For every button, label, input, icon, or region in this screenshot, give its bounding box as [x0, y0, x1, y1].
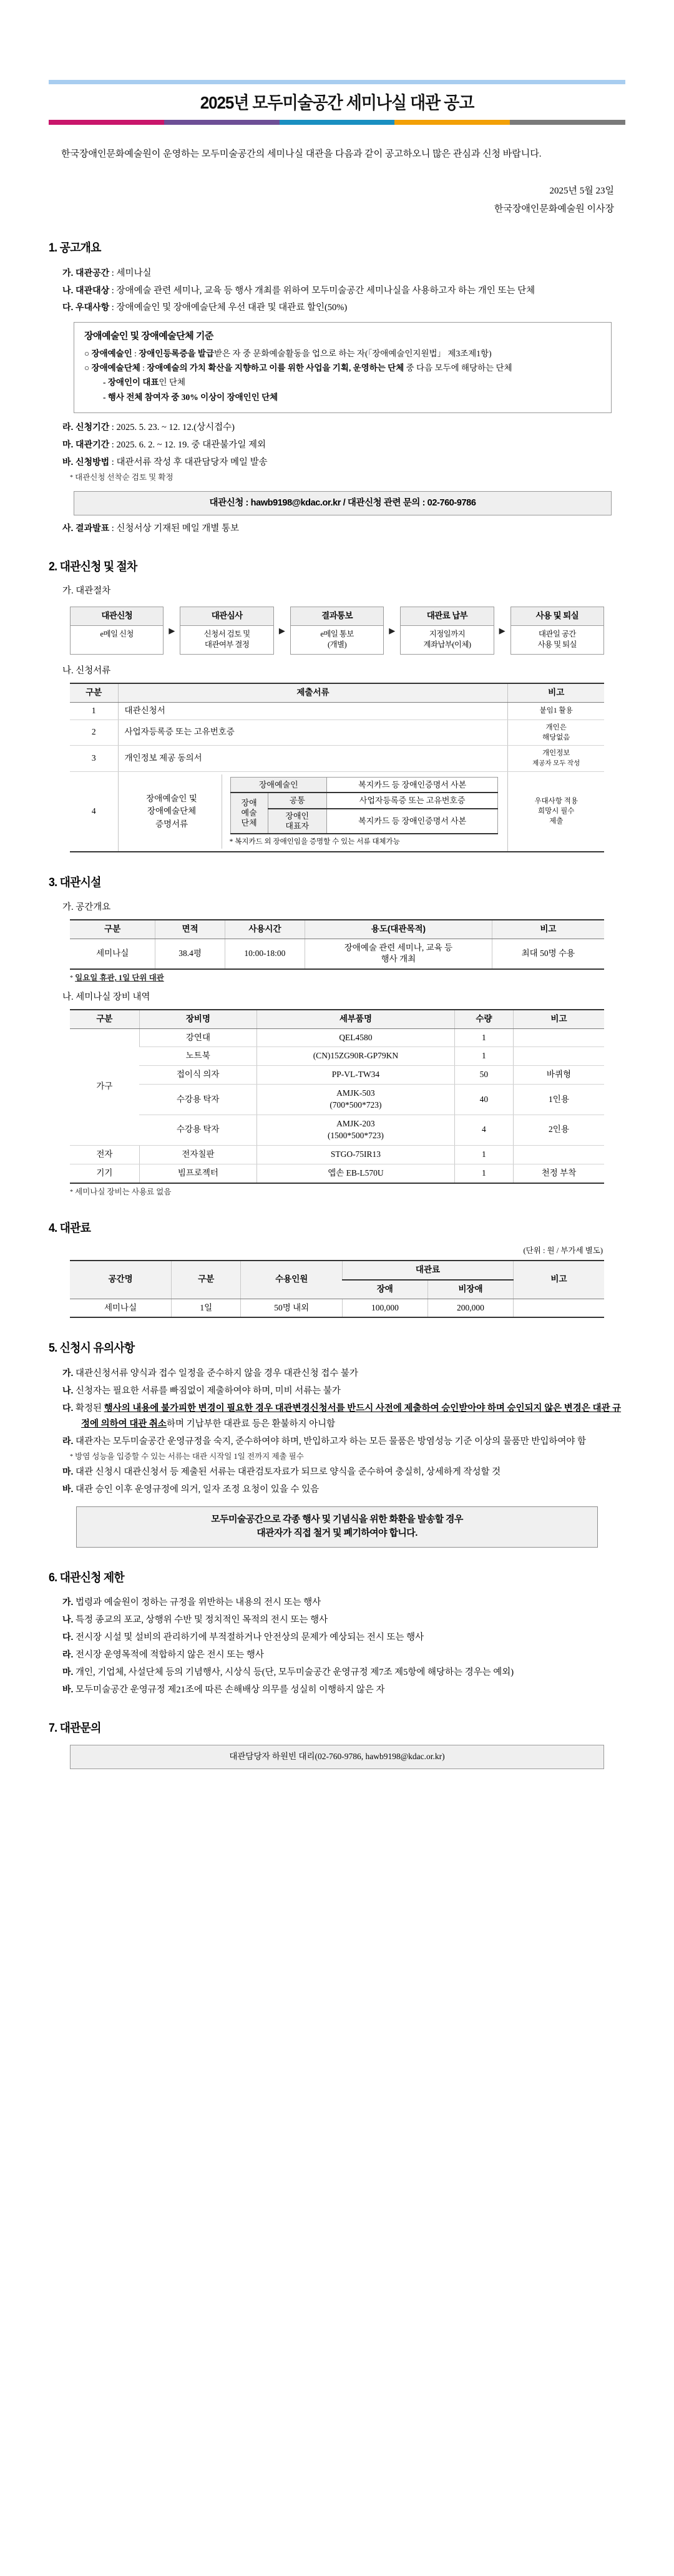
equip-row-5-name: 수강용 탁자 [139, 1115, 256, 1145]
table-row [70, 939, 604, 969]
bullet-circle-icon-2: ○ [84, 363, 92, 373]
equip-row-3-name: 접이식 의자 [139, 1066, 256, 1085]
section-6-heading: 6. 대관신청 제한 [49, 1571, 124, 1584]
notice-item-e-label: 마. [62, 1466, 74, 1476]
asterisk-icon-3: * [70, 1188, 73, 1196]
inner-common-value: 사업자등록증 또는 고유번호증 [326, 793, 498, 809]
col-header-fee-amount: 대관료 [343, 1261, 514, 1280]
criteria-box [74, 322, 612, 413]
item-1b-label: 나. [62, 285, 74, 295]
criteria-artist [84, 347, 601, 361]
col-header-fee-capacity: 수용인원 [241, 1261, 343, 1299]
fee-row-space: 세미나실 [70, 1299, 172, 1317]
signature-block [49, 182, 625, 218]
table-row [70, 1066, 604, 1085]
item-1c-name: 우대사항 [76, 302, 110, 313]
flow-step-payment [400, 607, 494, 655]
notice-item-a-label: 가. [62, 1367, 74, 1378]
item-1d-sep: : [111, 422, 117, 433]
item-1g-label: 사. [62, 522, 74, 533]
equip-group-electronics-l1: 전자 [70, 1145, 139, 1164]
flow-step-5-head: 사용 및 퇴실 [511, 607, 603, 626]
notice-item-d [62, 1433, 625, 1450]
equipment-note-text: 세미나실 장비는 사용료 없음 [75, 1187, 172, 1196]
restriction-item-f-text: 모두미술공간 운영규정 제21조에 따른 손해배상 의무를 성실히 이행하지 않은 자 [76, 1684, 385, 1695]
criteria-group-sep: : [140, 363, 147, 373]
col-header-equip-qty: 수량 [454, 1010, 513, 1028]
space-overview-table [70, 919, 604, 970]
equip-row-1-name: 강연대 [139, 1028, 256, 1047]
item-1f-name: 신청방법 [76, 457, 110, 467]
restriction-item-e-label: 마. [62, 1666, 74, 1677]
col-header-fee-remark: 비고 [513, 1261, 604, 1299]
item-1c [62, 300, 625, 316]
fee-row-remark [513, 1299, 604, 1317]
notice-item-d-text: 대관자는 모두미술공간 운영규정을 숙지, 준수하여야 하며, 반입하고자 하는 모든 물품은 방염성능 기준 이상의 물품만 반입하여야 함 [76, 1436, 587, 1447]
restriction-item-e-text: 개인, 기업체, 사설단체 등의 기념행사, 시상식 등(단, 모두미술공간 운영규정 제7조 제5항에 해당하는 경우는 예외) [76, 1667, 514, 1677]
inquiry-contact-box[interactable]: 대관담당자 하원빈 대리(02-760-9786, hawb9198@kdac.or.kr) [70, 1745, 604, 1769]
col-header-equip-div: 구분 [70, 1010, 139, 1028]
equip-row-6-name: 전자칠판 [139, 1145, 256, 1164]
notice-item-d-label: 라. [62, 1435, 74, 1446]
item-1a-text: 세미나실 [116, 268, 152, 278]
inner-row-artist [230, 777, 498, 793]
notice-item-b-label: 나. [62, 1385, 74, 1395]
equip-row-5-model [257, 1115, 455, 1145]
equip-row-5-remark: 2인용 [513, 1115, 604, 1145]
table-row [70, 1164, 604, 1183]
criteria-artist-rest: 받은 자 중 문화예술활동을 업으로 하는 자(「장애예술인지원법」 제3조제1항) [214, 348, 492, 358]
notice-item-d-sub-text: 방염 성능을 입증할 수 있는 서류는 대관 시작일 1일 전까지 제출 필수 [75, 1451, 304, 1461]
page-title: 2025년 모두미술공간 세미나실 대관 공고 [200, 93, 474, 112]
criteria-artist-sep: : [132, 348, 139, 358]
section-2-sub-a: 가. 대관절차 [62, 586, 111, 597]
doc-row-4-remark-l3: 제출 [549, 817, 564, 826]
item-1d [62, 419, 625, 436]
space-note-text: 일요일 휴관, 1일 단위 대관 [75, 973, 164, 983]
section-2-sub-b: 나. 신청서류 [62, 665, 111, 676]
col-header-equip-model: 세부품명 [257, 1010, 455, 1028]
restriction-item-b [62, 1612, 625, 1628]
equip-row-5-model-l1: AMJK-203 [336, 1118, 375, 1128]
restriction-item-f [62, 1682, 625, 1698]
item-1g [62, 520, 625, 537]
flow-arrow-icon-4: ▶ [499, 625, 506, 635]
inner-artist-label: 장애예술인 [230, 777, 326, 793]
space-note [70, 972, 625, 984]
flow-step-4-body [401, 626, 493, 654]
table-header-row [70, 1261, 604, 1280]
equip-row-2-remark [513, 1047, 604, 1066]
notice-item-f [62, 1481, 625, 1498]
col-header-area: 면적 [155, 920, 225, 939]
doc-row-1-name: 대관신청서 [118, 702, 508, 720]
item-1b-name: 대관대상 [76, 285, 110, 295]
color-swatch-purple [164, 120, 280, 125]
doc-row-2-remark-l2: 해당없음 [542, 733, 570, 741]
inner-group-label-l1: 장애 [241, 798, 257, 807]
item-1e-label: 마. [62, 439, 74, 450]
doc-row-4-remark-l1: 우대사항 적용 [534, 798, 578, 806]
flow-step-5-body [511, 626, 603, 654]
restriction-item-b-label: 나. [62, 1614, 74, 1625]
notice-item-c-underline: 행사의 내용에 불가피한 변경이 필요한 경우 대관변경신청서를 반드시 사전에 제출하여 승인받아야 하며 승인되지 않은 변경은 대관 규정에 의하여 대관 취소 [81, 1403, 622, 1429]
item-1a-name: 대관공간 [76, 267, 110, 278]
flow-step-1-body [71, 626, 163, 643]
inner-group-label-l3: 단체 [241, 818, 257, 828]
table-row [70, 1085, 604, 1115]
col-header-no: 구분 [70, 683, 118, 702]
equip-row-2-name: 노트북 [139, 1047, 256, 1066]
equip-group-electronics-l2: 기기 [70, 1164, 139, 1183]
doc-row-4-title [122, 793, 222, 831]
flow-step-4-line2: 계좌납부(이체) [423, 640, 471, 650]
criteria-sub-1 [84, 376, 601, 389]
space-row-name: 세미나실 [70, 939, 155, 969]
flow-step-2-body [180, 626, 273, 654]
item-1f [62, 454, 625, 471]
doc-row-4-title-l3: 증명서류 [155, 819, 188, 829]
criteria-group-rest: 중 다음 모두에 해당하는 단체 [406, 363, 512, 373]
table-header-row [70, 683, 604, 702]
document-page [0, 80, 674, 1769]
section-3-sub-b: 나. 세미나실 장비 내역 [62, 992, 150, 1002]
equip-row-2-model: (CN)15ZG90R-GP79KN [257, 1047, 455, 1066]
color-swatch-magenta [49, 120, 164, 125]
criteria-artist-label: 장애예술인 [91, 348, 132, 358]
section-5-heading: 5. 신청시 유의사항 [49, 1342, 135, 1355]
inner-row-group-common [230, 793, 498, 809]
item-1d-text: 2025. 5. 23. ~ 12. 12.(상시접수) [116, 422, 235, 433]
restriction-item-d-text: 전시장 운영목적에 적합하지 않은 전시 또는 행사 [76, 1650, 264, 1661]
equip-row-3-remark: 바퀴형 [513, 1066, 604, 1085]
intro-paragraph [49, 146, 625, 163]
equip-row-3-model: PP-VL-TW34 [257, 1066, 455, 1085]
col-header-fee-disabled: 장애 [343, 1280, 428, 1299]
restriction-item-c-label: 다. [62, 1632, 74, 1642]
notice-item-b-text: 신청자는 필요한 서류를 빠짐없이 제출하여야 하며, 미비 서류는 불가 [76, 1385, 341, 1396]
restriction-item-a-text: 법령과 예술원이 정하는 규정을 위반하는 내용의 전시 또는 행사 [76, 1598, 321, 1608]
restriction-item-b-text: 특정 종교의 포교, 상행위 수반 및 정치적인 목적의 전시 또는 행사 [76, 1615, 328, 1626]
required-documents-table [70, 683, 604, 852]
equip-row-1-qty: 1 [454, 1028, 513, 1047]
flow-arrow-icon-2: ▶ [278, 625, 285, 635]
equip-row-7-remark: 천정 부착 [513, 1164, 604, 1183]
asterisk-icon-2: * [70, 975, 73, 982]
notice-item-e [62, 1464, 625, 1480]
issuer-name: 한국장애인문화예술원 이사장 [494, 203, 614, 214]
flower-warning-line-2: 대관자가 직접 철거 및 폐기하여야 합니다. [256, 1528, 418, 1539]
notice-item-f-text: 대관 승인 이후 운영규정에 의거, 일자 조정 요청이 있을 수 있음 [76, 1484, 320, 1495]
item-1b-text: 장애예술 관련 세미나, 교육 등 행사 개최를 위하여 모두미술공간 세미나실을 사용하고자 하는 개인 또는 단체 [116, 285, 535, 296]
item-1g-name: 결과발표 [76, 522, 110, 533]
table-row [70, 1115, 604, 1145]
flow-step-review [180, 607, 273, 655]
application-contact-bar[interactable]: 대관신청 : hawb9198@kdac.or.kr / 대관신청 관련 문의 : 02-760-9786 [74, 491, 612, 515]
table-row [70, 702, 604, 720]
item-1c-label: 다. [62, 302, 74, 313]
doc-row-3-remark [508, 745, 604, 771]
notice-item-b [62, 1383, 625, 1399]
restriction-item-c-text: 전시장 시설 및 설비의 관리하기에 부적절하거나 안전상의 문제가 예상되는 전시 또는 행사 [76, 1632, 424, 1643]
flow-step-5-line2: 사용 및 퇴실 [537, 640, 577, 650]
space-row-area: 38.4평 [155, 939, 225, 969]
equip-row-4-remark: 1인용 [513, 1085, 604, 1115]
flow-step-4-line1: 지정일까지 [429, 630, 466, 639]
space-row-hours: 10:00-18:00 [225, 939, 305, 969]
equipment-table [70, 1009, 604, 1184]
item-1f-label: 바. [62, 457, 74, 467]
restriction-item-e [62, 1664, 625, 1681]
section-1-heading: 1. 공고개요 [49, 242, 101, 255]
notice-item-d-sub [70, 1451, 625, 1463]
flow-step-1-head: 대관신청 [71, 607, 163, 626]
criteria-sub-2-bold: - 행사 전체 참여자 중 30% 이상이 장애인인 단체 [103, 392, 278, 402]
flow-step-2-line1: 신청서 검토 및 [203, 630, 250, 639]
item-1b [62, 283, 625, 299]
item-1f-sep: : [111, 457, 117, 468]
criteria-artist-bold: 장애인등록증을 발급 [139, 348, 215, 358]
col-header-fee-normal: 비장애 [427, 1280, 513, 1299]
equip-row-7-name: 빔프로젝터 [139, 1164, 256, 1183]
flower-warning-box [76, 1506, 598, 1548]
equip-row-1-model: QEL4580 [257, 1028, 455, 1047]
item-1d-label: 라. [62, 422, 74, 432]
doc-row-4-title-l1: 장애예술인 및 [146, 794, 197, 804]
item-1b-sep: : [111, 285, 117, 296]
col-header-fee-space: 공간명 [70, 1261, 172, 1299]
criteria-sub-2 [84, 391, 601, 404]
equip-row-4-model-l1: AMJK-503 [336, 1088, 375, 1098]
equip-row-6-qty: 1 [454, 1145, 513, 1164]
flow-arrow-icon-3: ▶ [389, 625, 396, 635]
doc-row-4-remark [508, 771, 604, 852]
document-header [49, 80, 625, 125]
restriction-item-d-label: 라. [62, 1649, 74, 1660]
table-row [70, 745, 604, 771]
color-swatch-blue [280, 120, 395, 125]
notice-item-a-text: 대관신청서류 양식과 접수 일정을 준수하지 않을 경우 대관신청 접수 불가 [76, 1368, 358, 1378]
doc-row-2-remark-l1: 개인은 [545, 723, 567, 731]
item-1c-text: 장애예술인 및 장애예술단체 우선 대관 및 대관료 할인(50%) [116, 303, 348, 313]
color-swatch-gray [510, 120, 625, 125]
item-1a [62, 265, 625, 281]
color-swatch-orange [394, 120, 510, 125]
certification-inner-table [230, 777, 499, 835]
equip-row-7-model: 엡손 EB-L570U [257, 1164, 455, 1183]
equip-row-6-model: STGO-75IR13 [257, 1145, 455, 1164]
table-row [70, 771, 604, 852]
inner-rep-label [268, 809, 326, 834]
restriction-item-d [62, 1647, 625, 1663]
equip-row-2-qty: 1 [454, 1047, 513, 1066]
header-color-bar [49, 120, 625, 125]
flow-step-3-head: 결과통보 [291, 607, 383, 626]
doc-row-4-remark-l2: 희망시 필수 [538, 807, 575, 816]
col-header-document: 제출서류 [118, 683, 508, 702]
flower-warning-line-1: 모두미술공간으로 각종 행사 및 기념식을 위한 화환을 발송할 경우 [211, 1513, 463, 1525]
col-header-equip-remark: 비고 [513, 1010, 604, 1028]
section-4-heading: 4. 대관료 [49, 1221, 91, 1235]
application-note-text: 대관신청 선착순 검토 및 확정 [75, 473, 173, 482]
item-1e-name: 대관기간 [76, 439, 110, 450]
doc-row-4-cell [118, 771, 508, 852]
flow-step-3-body [291, 626, 383, 654]
item-1a-sep: : [111, 268, 117, 278]
space-row-remark: 최대 50명 수용 [492, 939, 604, 969]
section-3-heading: 3. 대관시설 [49, 876, 101, 890]
asterisk-icon: * [70, 474, 73, 482]
col-header-fee-div: 구분 [172, 1261, 241, 1299]
equip-group-furniture: 가구 [70, 1028, 139, 1145]
doc-row-3-no: 3 [70, 745, 118, 771]
inner-rep-value: 복지카드 등 장애인증명서 사본 [326, 809, 498, 834]
flow-step-2-head: 대관심사 [180, 607, 273, 626]
header-top-bar [49, 80, 625, 84]
flow-step-use [510, 607, 604, 655]
doc-row-2-name: 사업자등록증 또는 고유번호증 [118, 720, 508, 745]
fee-row-disabled: 100,000 [343, 1299, 428, 1317]
equip-row-5-model-l2: (1500*500*723) [327, 1130, 384, 1140]
section-7-heading: 7. 대관문의 [49, 1721, 101, 1735]
item-1e-text: 2025. 6. 2. ~ 12. 19. 중 대관불가일 제외 [116, 440, 266, 451]
item-1f-text: 대관서류 작성 후 대관담당자 메일 발송 [116, 457, 268, 468]
inner-rep-label-l2: 대표자 [285, 821, 310, 831]
flow-arrow-icon-1: ▶ [168, 625, 175, 635]
section-2-heading: 2. 대관신청 및 절차 [49, 560, 137, 573]
criteria-group-bold: 장애예술의 가치 확산을 지향하고 이를 위한 사업을 기획, 운영하는 단체 [147, 363, 404, 373]
doc-row-4-inner-wrap [222, 774, 504, 849]
equip-row-4-model-l2: (700*500*723) [330, 1100, 382, 1110]
asterisk-icon-4: * [70, 1453, 73, 1460]
doc-row-4-no: 4 [70, 771, 118, 852]
equip-row-7-qty: 1 [454, 1164, 513, 1183]
doc-row-3-remark-l2: 제공자 모두 작성 [532, 759, 580, 767]
flow-step-3-line1: e메일 통보 [320, 630, 354, 639]
table-row [70, 1047, 604, 1066]
fee-row-normal: 200,000 [427, 1299, 513, 1317]
criteria-box-title: 장애예술인 및 장애예술단체 기준 [84, 331, 213, 342]
equip-row-4-name: 수강용 탁자 [139, 1085, 256, 1115]
restriction-item-a [62, 1594, 625, 1611]
restriction-item-a-label: 가. [62, 1597, 74, 1608]
restriction-item-c [62, 1629, 625, 1646]
equip-row-3-qty: 50 [454, 1066, 513, 1085]
item-1c-sep: : [111, 303, 117, 313]
equipment-note [70, 1186, 625, 1198]
notice-item-c-label: 다. [62, 1402, 74, 1413]
notice-item-c-pre: 확정된 [76, 1403, 104, 1413]
col-header-hours: 사용시간 [225, 920, 305, 939]
table-header-row [70, 920, 604, 939]
notice-item-c-post: 하며 기납부한 대관료 등은 환불하지 아니함 [166, 1418, 336, 1429]
doc-row-1-remark: 붙임1 활용 [508, 702, 604, 720]
table-header-row [70, 1010, 604, 1028]
table-row [70, 720, 604, 745]
col-header-remark: 비고 [508, 683, 604, 702]
flow-step-1-line1: e메일 신청 [100, 630, 134, 639]
equip-row-6-remark [513, 1145, 604, 1164]
rental-fee-table [70, 1260, 604, 1319]
application-note [70, 472, 625, 484]
doc-row-4-footnote: * 복지카드 외 장애인임을 증명할 수 있는 서류 대체가능 [229, 838, 400, 846]
col-header-purpose: 용도(대관목적) [305, 920, 492, 939]
item-1g-sep: : [111, 523, 117, 534]
notice-item-e-text: 대관 신청시 대관신청서 등 제출된 서류는 대관검토자료가 되므로 양식을 준수하여 충실히, 상세하게 작성할 것 [76, 1466, 501, 1477]
notice-item-f-label: 바. [62, 1483, 74, 1494]
doc-row-3-name: 개인정보 제공 동의서 [118, 745, 508, 771]
equip-row-4-qty: 40 [454, 1085, 513, 1115]
flow-step-4-head: 대관료 납부 [401, 607, 493, 626]
section-3-sub-a: 가. 공간개요 [62, 902, 111, 912]
inner-artist-value: 복지카드 등 장애인증명서 사본 [326, 777, 498, 793]
flow-step-result [290, 607, 384, 655]
intro-text: 한국장애인문화예술원이 운영하는 모두미술공간의 세미나실 대관을 다음과 같이 공고하오니 많은 관심과 신청 바랍니다. [61, 149, 542, 160]
criteria-group-label: 장애예술단체 [91, 363, 140, 373]
space-row-purpose-l2: 행사 개최 [381, 954, 416, 964]
doc-row-3-remark-l1: 개인정보 [542, 749, 570, 757]
equip-row-4-model [257, 1085, 455, 1115]
inner-common-label: 공통 [268, 793, 326, 809]
criteria-sub-1-rest: 인 단체 [159, 378, 185, 388]
fee-row-capacity: 50명 내외 [241, 1299, 343, 1317]
criteria-group [84, 361, 601, 375]
doc-row-1-no: 1 [70, 702, 118, 720]
flow-step-3-line2: (개별) [327, 640, 347, 650]
inner-row-group-rep [230, 809, 498, 834]
flow-step-application [70, 607, 164, 655]
table-row [70, 1299, 604, 1317]
equip-row-1-remark [513, 1028, 604, 1047]
notice-item-a [62, 1365, 625, 1382]
restriction-item-f-label: 바. [62, 1684, 74, 1694]
inner-group-label [230, 793, 268, 834]
rental-process-flow [70, 607, 604, 655]
doc-row-2-remark [508, 720, 604, 745]
flow-step-5-line1: 대관일 공간 [538, 630, 576, 639]
space-row-purpose [305, 939, 492, 969]
flow-step-2-line2: 대관여부 결정 [204, 640, 250, 650]
col-header-space-div: 구분 [70, 920, 155, 939]
inner-rep-label-l1: 장애인 [285, 811, 310, 821]
item-1e-sep: : [111, 440, 117, 451]
item-1d-name: 신청기간 [76, 422, 110, 432]
table-row [70, 1028, 604, 1047]
item-1e [62, 437, 625, 453]
inner-group-label-l2: 예술 [241, 808, 257, 818]
doc-row-4-title-l2: 장애예술단체 [147, 806, 197, 816]
doc-row-2-no: 2 [70, 720, 118, 745]
space-row-purpose-l1: 장애예술 관련 세미나, 교육 등 [344, 942, 453, 952]
bullet-circle-icon: ○ [84, 348, 92, 358]
announcement-date: 2025년 5월 23일 [549, 186, 614, 197]
item-1a-label: 가. [62, 267, 74, 278]
criteria-sub-1-bold: - 장애인이 대표 [103, 378, 159, 388]
notice-item-c [62, 1400, 625, 1432]
col-header-space-remark: 비고 [492, 920, 604, 939]
equip-row-5-qty: 4 [454, 1115, 513, 1145]
table-row [70, 1145, 604, 1164]
item-1g-text: 신청서상 기재된 메일 개별 통보 [116, 523, 240, 534]
col-header-equip-name: 장비명 [139, 1010, 256, 1028]
fee-unit-note: (단위 : 원 / 부가세 별도) [523, 1246, 603, 1256]
fee-row-div: 1일 [172, 1299, 241, 1317]
